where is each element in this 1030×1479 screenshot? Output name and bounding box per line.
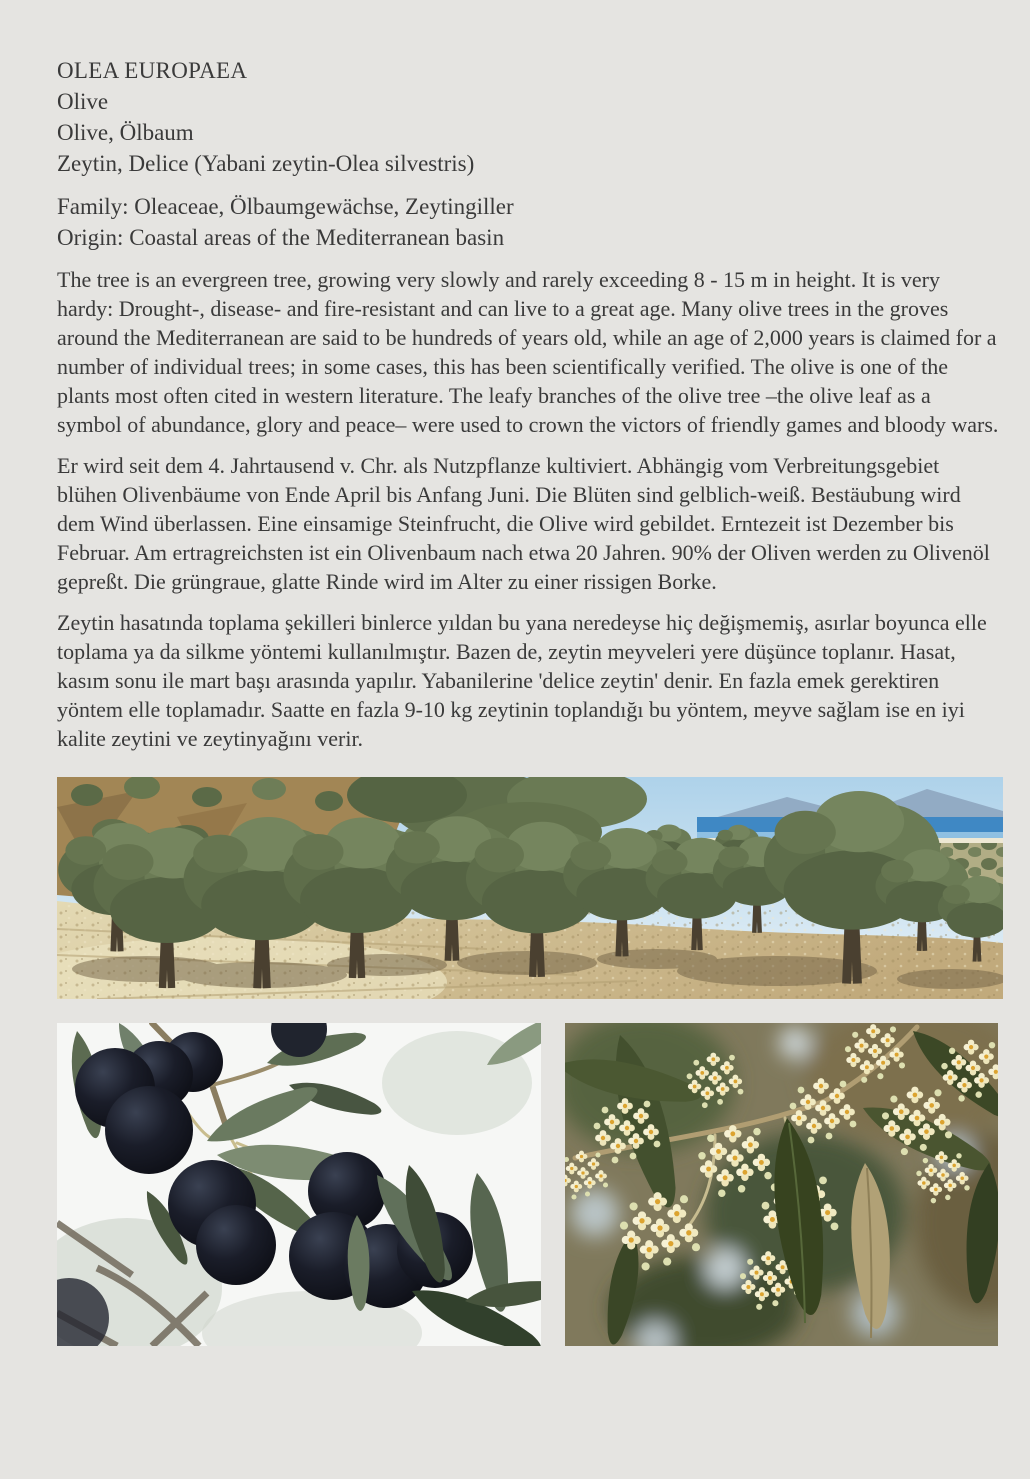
family-line: Family: Oleaceae, Ölbaumgewächse, Zeytingiller bbox=[57, 194, 514, 219]
olive-grove-panorama-photo bbox=[57, 777, 1003, 999]
origin-line: Origin: Coastal areas of the Mediterranean basin bbox=[57, 225, 505, 250]
photo-row bbox=[57, 1023, 1000, 1346]
common-name-de: Olive, Ölbaum bbox=[57, 120, 194, 145]
taxonomy-block bbox=[57, 191, 1000, 253]
paragraph-turkish: Zeytin hasatında toplama şekilleri binlerce yıldan bu yana neredeyse hiç değişmemiş, asırlar boyunca elle toplama ya da silkme yöntemi kullanılmıştır. Bazen de, zeytin meyveleri yere düşünce toplanır. Hasat, kasım sonu ile mart başı arasında yapılır. Yabanilerine 'delice zeytin' denir. En fazla emek gerektiren yöntem elle toplamadır. Saatte en fazla 9-10 kg zeytinin toplandığı bu yöntem, meyve sağlam ise en iyi kalite zeytini ve zeytinyağını verir. bbox=[57, 610, 987, 751]
paragraph-german: Er wird seit dem 4. Jahrtausend v. Chr. als Nutzpflanze kultiviert. Abhängig vom Verbreitungsgebiet blühen Olivenbäume von Ende April bis Anfang Juni. Die Blüten sind gelblich-weiß. Bestäubung wird dem Wind überlassen. Eine einsamige Steinfrucht, die Olive wird gebildet. Erntezeit ist Dezember bis Februar. Am ertragreichsten ist ein Olivenbaum nach etwa 20 Jahren. 90% der Oliven werden zu Olivenöl gepreßt. Die grüngraue, glatte Rinde wird im Alter zu einer rissigen Borke. bbox=[57, 453, 990, 594]
olive-blossoms-photo bbox=[565, 1023, 998, 1346]
olive-grove-illustration bbox=[57, 777, 1003, 999]
black-olives-illustration bbox=[57, 1023, 541, 1346]
olive-blossoms-illustration bbox=[565, 1023, 998, 1346]
black-olives-photo bbox=[57, 1023, 541, 1346]
paragraph-english: The tree is an evergreen tree, growing very slowly and rarely exceeding 8 - 15 m in height. It is very hardy: Drought-, disease- and fire-resistant and can live to a great age. Many olive trees in the groves around the Mediterranean are said to be hundreds of years old, while an age of 2,000 years is claimed for a number of individual trees; in some cases, this has been scientifically verified. The olive is one of the plants most often cited in western literature. The leafy branches of the olive tree –the olive leaf as a symbol of abundance, glory and peace– were used to crown the victors of friendly games and bloody wars. bbox=[57, 267, 999, 437]
title-block bbox=[57, 55, 1000, 179]
common-name-tr: Zeytin, Delice (Yabani zeytin-Olea silvestris) bbox=[57, 151, 475, 176]
species-latin-name: OLEA EUROPAEA bbox=[57, 58, 248, 83]
common-name-en: Olive bbox=[57, 89, 109, 114]
